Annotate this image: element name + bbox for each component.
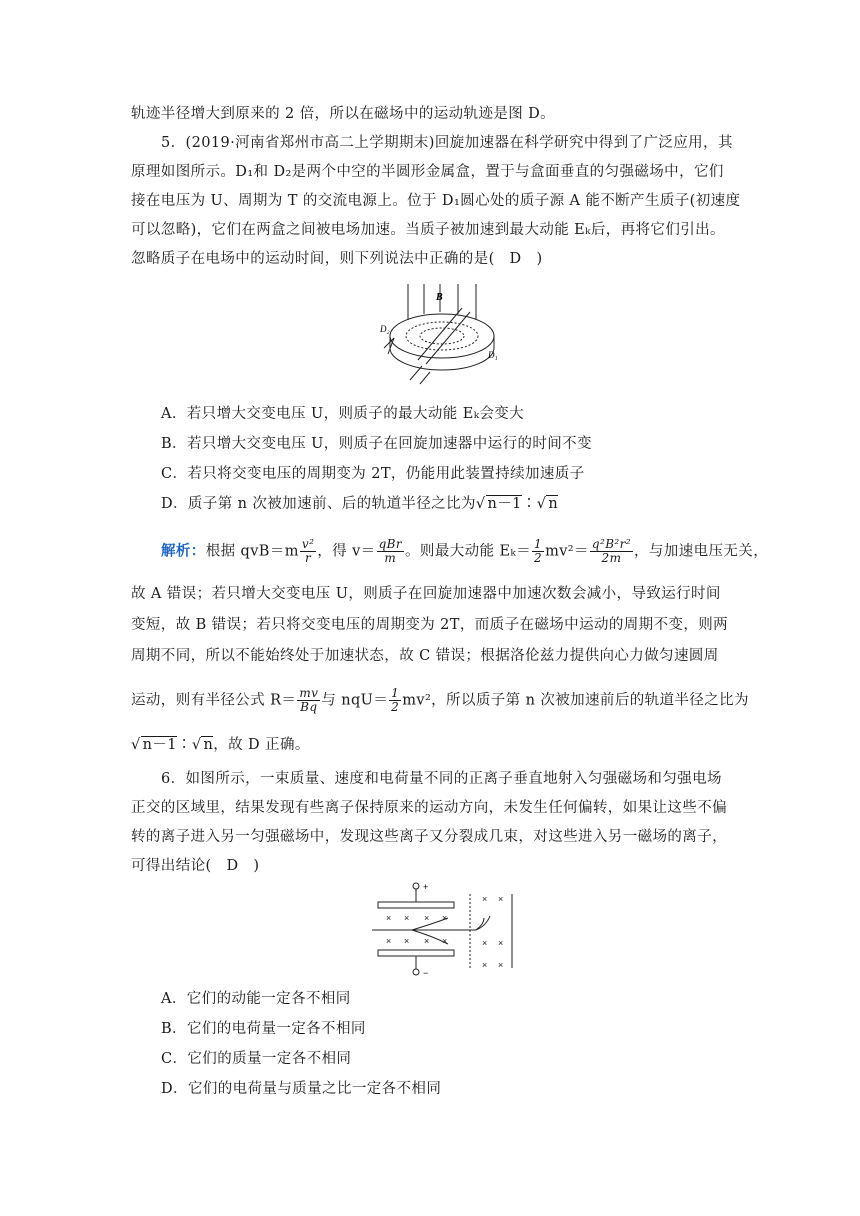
numerator: qBr: [378, 537, 403, 551]
field-cross: ×: [482, 960, 488, 970]
option-A: A．若只增大交变电压 U，则质子的最大动能 Eₖ会变大: [161, 406, 525, 422]
option-B: B．若只增大交变电压 U，则质子在回旋加速器中运行的时间不变: [161, 436, 592, 452]
numerator: mv: [299, 686, 319, 700]
sqrt-sign: √: [475, 496, 486, 512]
field-cross: ×: [386, 936, 392, 946]
denominator: 2: [534, 551, 543, 565]
analysis-text: 与 nqU＝: [321, 692, 389, 709]
question-6-line: 转的离子进入另一匀强磁场中，发现这些离子又分裂成几束，对这些进入另一磁场的离子，: [131, 829, 727, 845]
field-cross: ×: [482, 894, 488, 904]
denominator: m: [384, 551, 397, 565]
analysis-line: 变短，故 B 错误；若只将交变电压的周期变为 2T，而质子在磁场中运动的周期不变，则两: [131, 617, 729, 633]
label-D2: D₂: [380, 324, 390, 334]
option-D-text: D．质子第 n 次被加速前、后的轨道半径之比为: [161, 496, 476, 512]
field-cross: ×: [424, 936, 430, 946]
analysis-text: 根据 qvB＝m: [205, 543, 299, 560]
field-cross: ×: [424, 913, 430, 923]
sqrt-term: n－1: [142, 737, 177, 753]
analysis-line: [161, 537, 769, 565]
fraction: [532, 538, 544, 565]
fraction: [389, 687, 401, 714]
field-cross: ×: [404, 913, 410, 923]
field-cross: ×: [482, 938, 488, 948]
option-A: A．它们的动能一定各不相同: [161, 991, 351, 1007]
option-C: C．它们的质量一定各不相同: [161, 1051, 352, 1067]
fraction: [297, 687, 320, 714]
question-5-line: 忽略质子在电场中的运动时间，则下列说法中正确的是( D ): [131, 251, 543, 267]
field-cross: ×: [404, 936, 410, 946]
question-6-line: 正交的区域里，结果发现有些离子保持原来的运动方向，未发生任何偏转，如果让这些不偏: [131, 800, 727, 816]
question-6-line: 可得出结论( D ): [131, 858, 260, 874]
analysis-text: ，得 v＝: [317, 543, 376, 560]
sqrt-sign: √: [191, 737, 202, 753]
analysis-text: 。则最大动能 Eₖ＝: [405, 543, 532, 560]
field-cross: ×: [442, 936, 448, 946]
sqrt-term: n－1: [487, 496, 522, 512]
denominator: 2: [391, 700, 400, 714]
question-5-line: 原理如图所示。D₁和 D₂是两个中空的半圆形金属盒，置于与盒面垂直的匀强磁场中，它们: [131, 164, 724, 180]
analysis-text: ，与加速电压无关，: [634, 543, 769, 560]
field-cross: ×: [498, 938, 504, 948]
field-cross: ×: [498, 960, 504, 970]
question-5-line: 接在电压为 U、周期为 T 的交流电源上。位于 D₁圆心处的质子源 A 能不断产生质子(初速度: [131, 193, 741, 209]
option-B: B．它们的电荷量一定各不相同: [161, 1021, 366, 1037]
label-B: B: [436, 292, 443, 303]
question-5-line: 可以忽略)，它们在两盒之间被电场加速。当质子被加速到最大动能 Eₖ后，再将它们引出。: [131, 222, 725, 238]
field-cross: ×: [386, 913, 392, 923]
fraction: [377, 538, 404, 565]
analysis-line: 周期不同，所以不能始终处于加速状态，故 C 错误；根据洛伦兹力提供向心力做匀速圆周: [131, 648, 719, 664]
velocity-selector-figure: [372, 880, 522, 982]
plus-label: +: [423, 882, 429, 892]
option-C: C．若只将交变电压的周期变为 2T，仍能用此装置持续加速质子: [161, 466, 585, 482]
option-D: D．它们的电荷量与质量之比一定各不相同: [161, 1081, 442, 1097]
analysis-text: ，故 D 正确。: [213, 737, 310, 753]
numerator: q²B²r²: [591, 537, 631, 551]
sqrt-sign: √: [536, 496, 547, 512]
ratio-separator: ∶: [176, 737, 192, 753]
field-cross: ×: [498, 894, 504, 904]
analysis-line: 故 A 错误；若只增大交变电压 U，则质子在回旋加速器中加速次数会减小，导致运行时间: [131, 586, 721, 602]
minus-label: −: [423, 968, 429, 978]
sqrt-term: n: [203, 737, 214, 753]
field-cross: ×: [442, 913, 448, 923]
numerator: 1: [391, 686, 400, 700]
numerator: v²: [301, 537, 315, 551]
cyclotron-figure: [370, 280, 510, 392]
numerator: 1: [534, 537, 543, 551]
fraction: [590, 538, 633, 565]
ratio-separator: ∶: [521, 496, 537, 512]
analysis-line: [131, 735, 731, 755]
text-line: 轨迹半径增大到原来的 2 倍，所以在磁场中的运动轨迹是图 D。: [131, 106, 556, 122]
analysis-text: mv²，所以质子第 n 次被加速前后的轨道半径之比为: [402, 692, 749, 709]
label-D1: D₁: [488, 350, 498, 360]
denominator: 2m: [601, 551, 622, 565]
option-D: [161, 494, 761, 514]
analysis-line: [131, 686, 749, 714]
question-5-line: 5．(2019·河南省郑州市高二上学期期末)回旋加速器在科学研究中得到了广泛应用，其: [161, 135, 733, 151]
fraction: [300, 538, 316, 565]
denominator: Bq: [300, 700, 318, 714]
sqrt-term: n: [548, 496, 559, 512]
analysis-text: mv²＝: [545, 543, 589, 560]
denominator: r: [305, 551, 312, 565]
question-6-line: 6．如图所示，一束质量、速度和电荷量不同的正离子垂直地射入匀强磁场和匀强电场: [161, 771, 722, 787]
sqrt-sign: √: [131, 737, 141, 753]
analysis-label: 解析：: [161, 542, 206, 560]
analysis-text: 运动，则有半径公式 R＝: [131, 692, 297, 709]
